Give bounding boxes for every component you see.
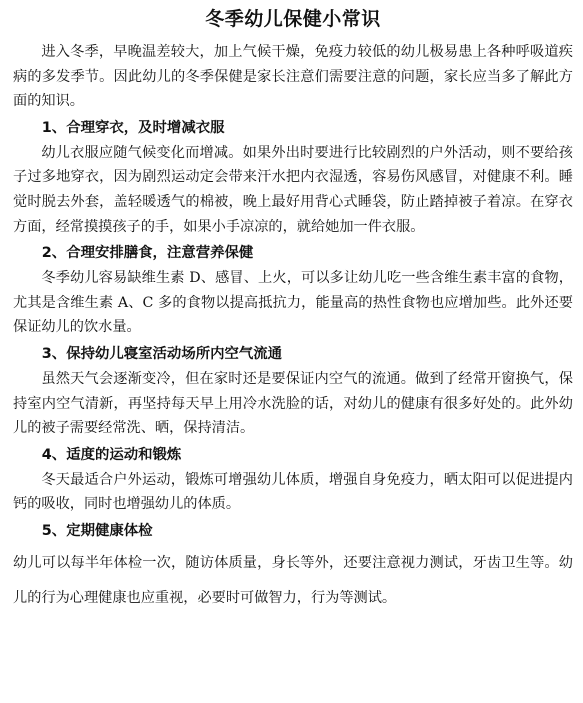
section-body-1: 幼儿衣服应随气候变化而增减。如果外出时要进行比较剧烈的户外活动，则不要给孩子过多地穿衣，因为剧烈运动定会带来汗水把内衣湿透，容易伤风感冒，对健康不利。睡觉时脱去外套，盖轻暖透气的棉被，晚上最好用背心式睡袋，防止踏掉被子着凉。在穿衣方面，经常摸摸孩子的手，如果小手凉凉的，就给她加一件衣服。 [13,144,573,235]
document-title: 冬季幼儿保健小常识 [205,8,381,30]
section-heading-4: 4、适度的运动和锻炼 [41,446,182,463]
section-heading-1: 1、合理穿衣，及时增减衣服 [41,119,225,136]
section-heading-3: 3、保持幼儿寝室活动场所内空气流通 [41,345,283,362]
section-body-5: 幼儿可以每半年体检一次，随访体质量，身长等外，还要注意视力测试，牙齿卫生等。幼儿的行为心理健康也应重视，必要时可做智力，行为等测试。 [13,554,573,606]
section-body-2: 冬季幼儿容易缺维生素 D、感冒、上火，可以多让幼儿吃一些含维生素丰富的食物，尤其是含维生素 A、C 多的食物以提高抵抗力，能量高的热性食物也应增加些。此外还要保证幼儿的饮水量。 [13,270,573,336]
section-heading-5: 5、定期健康体检 [41,522,153,539]
intro-paragraph: 进入冬季，早晚温差较大，加上气候干燥，免疫力较低的幼儿极易患上各种呼吸道疾病的多发季节。因此幼儿的冬季保健是家长注意们需要注意的问题，家长应当多了解此方面的知识。 [13,44,573,110]
section-body-4: 冬天最适合户外运动，锻炼可增强幼儿体质，增强自身免疫力，晒太阳可以促进提内钙的吸收，同时也增强幼儿的体质。 [13,471,573,513]
section-body-3: 虽然天气会逐渐变冷，但在家时还是要保证内空气的流通。做到了经常开窗换气，保持室内空气清新，再坚持每天早上用冷水洗脸的话，对幼儿的健康有很多好处的。此外幼儿的被子需要经常洗、晒，保持清洁。 [13,370,573,437]
section-heading-2: 2、合理安排膳食，注意营养保健 [41,245,254,262]
